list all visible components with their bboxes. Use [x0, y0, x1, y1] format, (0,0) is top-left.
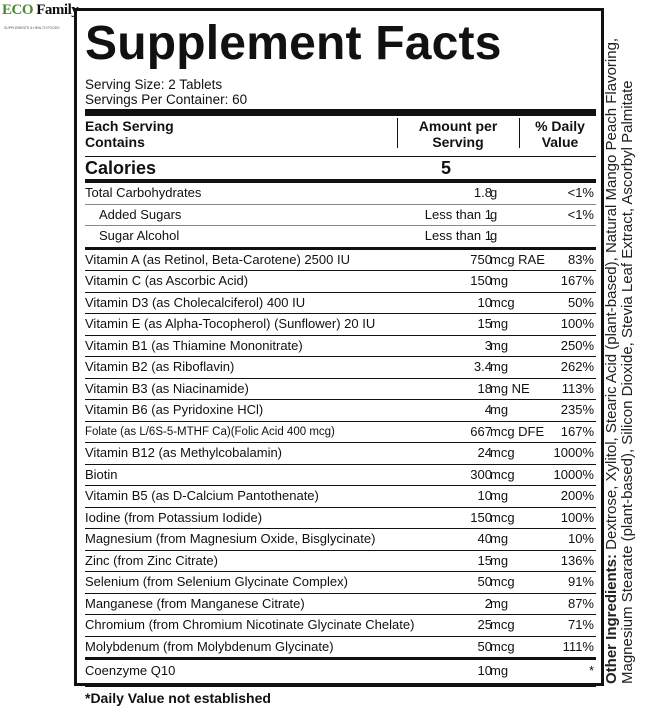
nutrient-amount: 750 — [470, 251, 492, 267]
nutrient-dv: 91% — [567, 574, 594, 589]
nutrient-row — [85, 271, 596, 293]
nutrient-name: Vitamin B2 (as Riboflavin) — [85, 359, 235, 374]
header-text: Value — [541, 134, 579, 150]
nutrient-dv: 100% — [560, 316, 594, 331]
nutrient-row — [85, 314, 596, 336]
nutrient-dv: 1000% — [553, 466, 594, 482]
other-ingredients-text: Dextrose, Xylitol, Stearic Acid (plant-based), Natural Mango Peach Flavoring, Magnesium Stearate (plant-based), Silicon Dioxide, Stevia Leaf Extract, Ascorbyl Palmitate — [603, 37, 636, 684]
nutrient-name: Added Sugars — [99, 206, 182, 222]
nutrient-name: Vitamin A (as Retinol, Beta-Carotene) 2500 IU — [85, 251, 350, 267]
nutrient-name: Molybdenum (from Molybdenum Glycinate) — [85, 638, 334, 654]
servings-per-container: Servings Per Container: 60 — [85, 92, 248, 107]
nutrient-dv: 100% — [560, 509, 594, 525]
nutrient-amount: 24 — [477, 445, 492, 460]
nutrient-dv: 71% — [567, 617, 594, 632]
nutrient-name: Vitamin C (as Ascorbic Acid) — [85, 273, 249, 288]
other-ingredients-label: Other Ingredients: — [603, 553, 620, 684]
nutrient-rows — [85, 250, 596, 661]
nutrient-dv: 1000% — [553, 445, 594, 460]
nutrient-name: Vitamin B12 (as Methylcobalamin) — [85, 445, 283, 460]
nutrient-dv: 83% — [567, 251, 594, 267]
nutrient-name: Manganese (from Manganese Citrate) — [85, 595, 305, 611]
table-header — [85, 109, 596, 157]
nutrient-unit: mg — [490, 531, 509, 546]
nutrient-row — [85, 250, 596, 272]
serving-size: Serving Size: 2 Tablets — [85, 77, 223, 92]
nutrient-name: Vitamin D3 (as Cholecalciferol) 400 IU — [85, 294, 306, 310]
nutrient-dv: 136% — [560, 552, 594, 568]
nutrient-name: Magnesium (from Magnesium Oxide, Bisglycinate) — [85, 531, 376, 546]
nutrient-unit: mg — [490, 552, 509, 568]
nutrient-row — [85, 422, 596, 444]
nutrient-name: Total Carbohydrates — [85, 185, 202, 200]
header-text: Amount per — [418, 118, 498, 134]
carbohydrate-rows — [85, 183, 596, 250]
header-text: % Daily — [535, 118, 585, 134]
nutrient-amount: 2 — [484, 595, 492, 611]
calories-row — [85, 157, 596, 183]
header-text: Each Serving — [85, 118, 174, 134]
nutrient-amount: 4 — [484, 402, 492, 417]
nutrient-amount: 10 — [477, 488, 492, 503]
nutrient-name: Coenzyme Q10 — [85, 663, 176, 678]
nutrient-dv: <1% — [567, 206, 594, 222]
nutrient-unit: mg — [490, 273, 509, 288]
header-each-serving — [85, 118, 174, 150]
nutrient-amount: 15 — [477, 552, 492, 568]
nutrient-name: Vitamin B5 (as D-Calcium Pantothenate) — [85, 488, 319, 503]
nutrient-dv: 167% — [560, 423, 594, 439]
nutrient-amount: 10 — [477, 663, 492, 678]
nutrient-dv: 113% — [561, 380, 594, 396]
nutrient-amount: 300 — [470, 466, 492, 482]
nutrient-name: Sugar Alcohol — [99, 228, 180, 243]
nutrient-name: Zinc (from Zinc Citrate) — [85, 552, 218, 568]
nutrient-unit: mg — [490, 663, 509, 678]
nutrient-name: Vitamin B1 (as Thiamine Mononitrate) — [85, 337, 303, 353]
nutrient-unit: g — [490, 228, 498, 243]
panel-title: Supplement Facts — [85, 17, 502, 70]
brand-name: ECO Family — [2, 2, 79, 18]
nutrient-dv: 10% — [567, 531, 594, 546]
nutrient-name: Folate (as L/6S-5-MTHF Ca)(Folic Acid 400 mcg) — [85, 425, 335, 438]
header-text: Serving — [432, 134, 484, 150]
nutrient-row — [85, 615, 596, 637]
nutrient-name: Vitamin E (as Alpha-Tocopherol) (Sunflower) 20 IU — [85, 316, 376, 331]
nutrient-dv: 111% — [562, 638, 594, 654]
nutrient-name: Vitamin B6 (as Pyridoxine HCl) — [85, 402, 264, 417]
nutrient-amount: Less than 1 — [424, 228, 492, 243]
nutrient-row — [85, 465, 596, 487]
nutrient-unit: mcg — [490, 617, 515, 632]
nutrient-row — [85, 572, 596, 594]
nutrient-name: Selenium (from Selenium Glycinate Complex) — [85, 574, 348, 589]
nutrient-unit: mg — [490, 488, 509, 503]
brand-tagline: SUPPLEMENTS & HEALTH FOODS — [4, 26, 60, 30]
nutrient-unit: g — [490, 206, 498, 222]
nutrient-amount: 18 — [477, 380, 492, 396]
nutrient-amount: 667 — [470, 423, 492, 439]
nutrient-unit: mcg DFE — [490, 423, 545, 439]
nutrient-row — [85, 508, 596, 530]
nutrient-name: Biotin — [85, 466, 118, 482]
nutrient-dv: 200% — [560, 488, 594, 503]
brand-logo — [2, 0, 79, 42]
nutrient-unit: mcg — [490, 638, 515, 654]
nutrient-amount: 150 — [470, 509, 492, 525]
nutrient-dv: 250% — [560, 337, 594, 353]
nutrient-unit: mcg — [490, 509, 515, 525]
nutrient-unit: mg — [490, 402, 509, 417]
nutrient-dv: <1% — [567, 185, 594, 200]
nutrient-amount: 50 — [477, 574, 492, 589]
nutrient-row — [85, 486, 596, 508]
nutrient-row — [85, 529, 596, 551]
nutrient-row — [85, 594, 596, 616]
other-ingredients — [604, 0, 668, 686]
calories-value: 5 — [441, 158, 452, 178]
nutrient-unit: mg NE — [490, 380, 530, 396]
nutrient-dv: 50% — [567, 294, 594, 310]
nutrient-dv: 167% — [560, 273, 594, 288]
nutrient-row — [85, 637, 596, 661]
header-text: Contains — [85, 134, 145, 150]
nutrient-unit: mcg — [490, 294, 515, 310]
nutrient-row — [85, 551, 596, 573]
nutrient-row — [85, 400, 596, 422]
nutrient-amount: 150 — [470, 273, 492, 288]
nutrient-unit: mg — [490, 316, 509, 331]
footnote: *Daily Value not established — [85, 684, 596, 707]
header-daily-value — [519, 118, 600, 148]
nutrient-row — [85, 443, 596, 465]
nutrient-row — [85, 205, 596, 227]
nutrient-dv: 262% — [560, 359, 594, 374]
nutrient-unit: g — [490, 185, 498, 200]
nutrient-row — [85, 336, 596, 358]
nutrient-name: Vitamin B3 (as Niacinamide) — [85, 380, 249, 396]
supplement-facts-panel — [74, 8, 604, 706]
nutrient-amount: 40 — [477, 531, 492, 546]
nutrient-unit: mcg RAE — [490, 251, 545, 267]
nutrient-unit: mg — [490, 337, 509, 353]
nutrient-unit: mg — [490, 595, 509, 611]
calories-label: Calories — [85, 158, 157, 178]
nutrient-unit: mcg — [490, 466, 515, 482]
nutrient-amount: Less than 1 — [424, 206, 492, 222]
nutrient-amount: 1.8 — [473, 185, 492, 200]
nutrient-amount: 3.4 — [473, 359, 492, 374]
nutrient-amount: 50 — [477, 638, 492, 654]
nutrient-name: Iodine (from Potassium Iodide) — [85, 509, 263, 525]
coenzyme-row — [85, 660, 596, 684]
nutrient-unit: mcg — [490, 574, 515, 589]
nutrient-amount: 25 — [477, 617, 492, 632]
nutrient-row — [85, 293, 596, 315]
nutrient-amount: 15 — [477, 316, 492, 331]
nutrient-unit: mcg — [490, 445, 515, 460]
nutrient-name: Chromium (from Chromium Nicotinate Glycinate Chelate) — [85, 617, 415, 632]
nutrient-row — [85, 357, 596, 379]
nutrient-amount: 10 — [477, 294, 492, 310]
nutrient-amount: 3 — [484, 337, 492, 353]
nutrient-row — [85, 379, 596, 401]
header-amount — [397, 118, 518, 148]
nutrient-dv: * — [588, 663, 594, 678]
nutrient-unit: mg — [490, 359, 509, 374]
nutrient-row — [85, 226, 596, 250]
nutrient-dv: 87% — [567, 595, 594, 611]
nutrient-row — [85, 183, 596, 205]
nutrient-dv: 235% — [560, 402, 594, 417]
